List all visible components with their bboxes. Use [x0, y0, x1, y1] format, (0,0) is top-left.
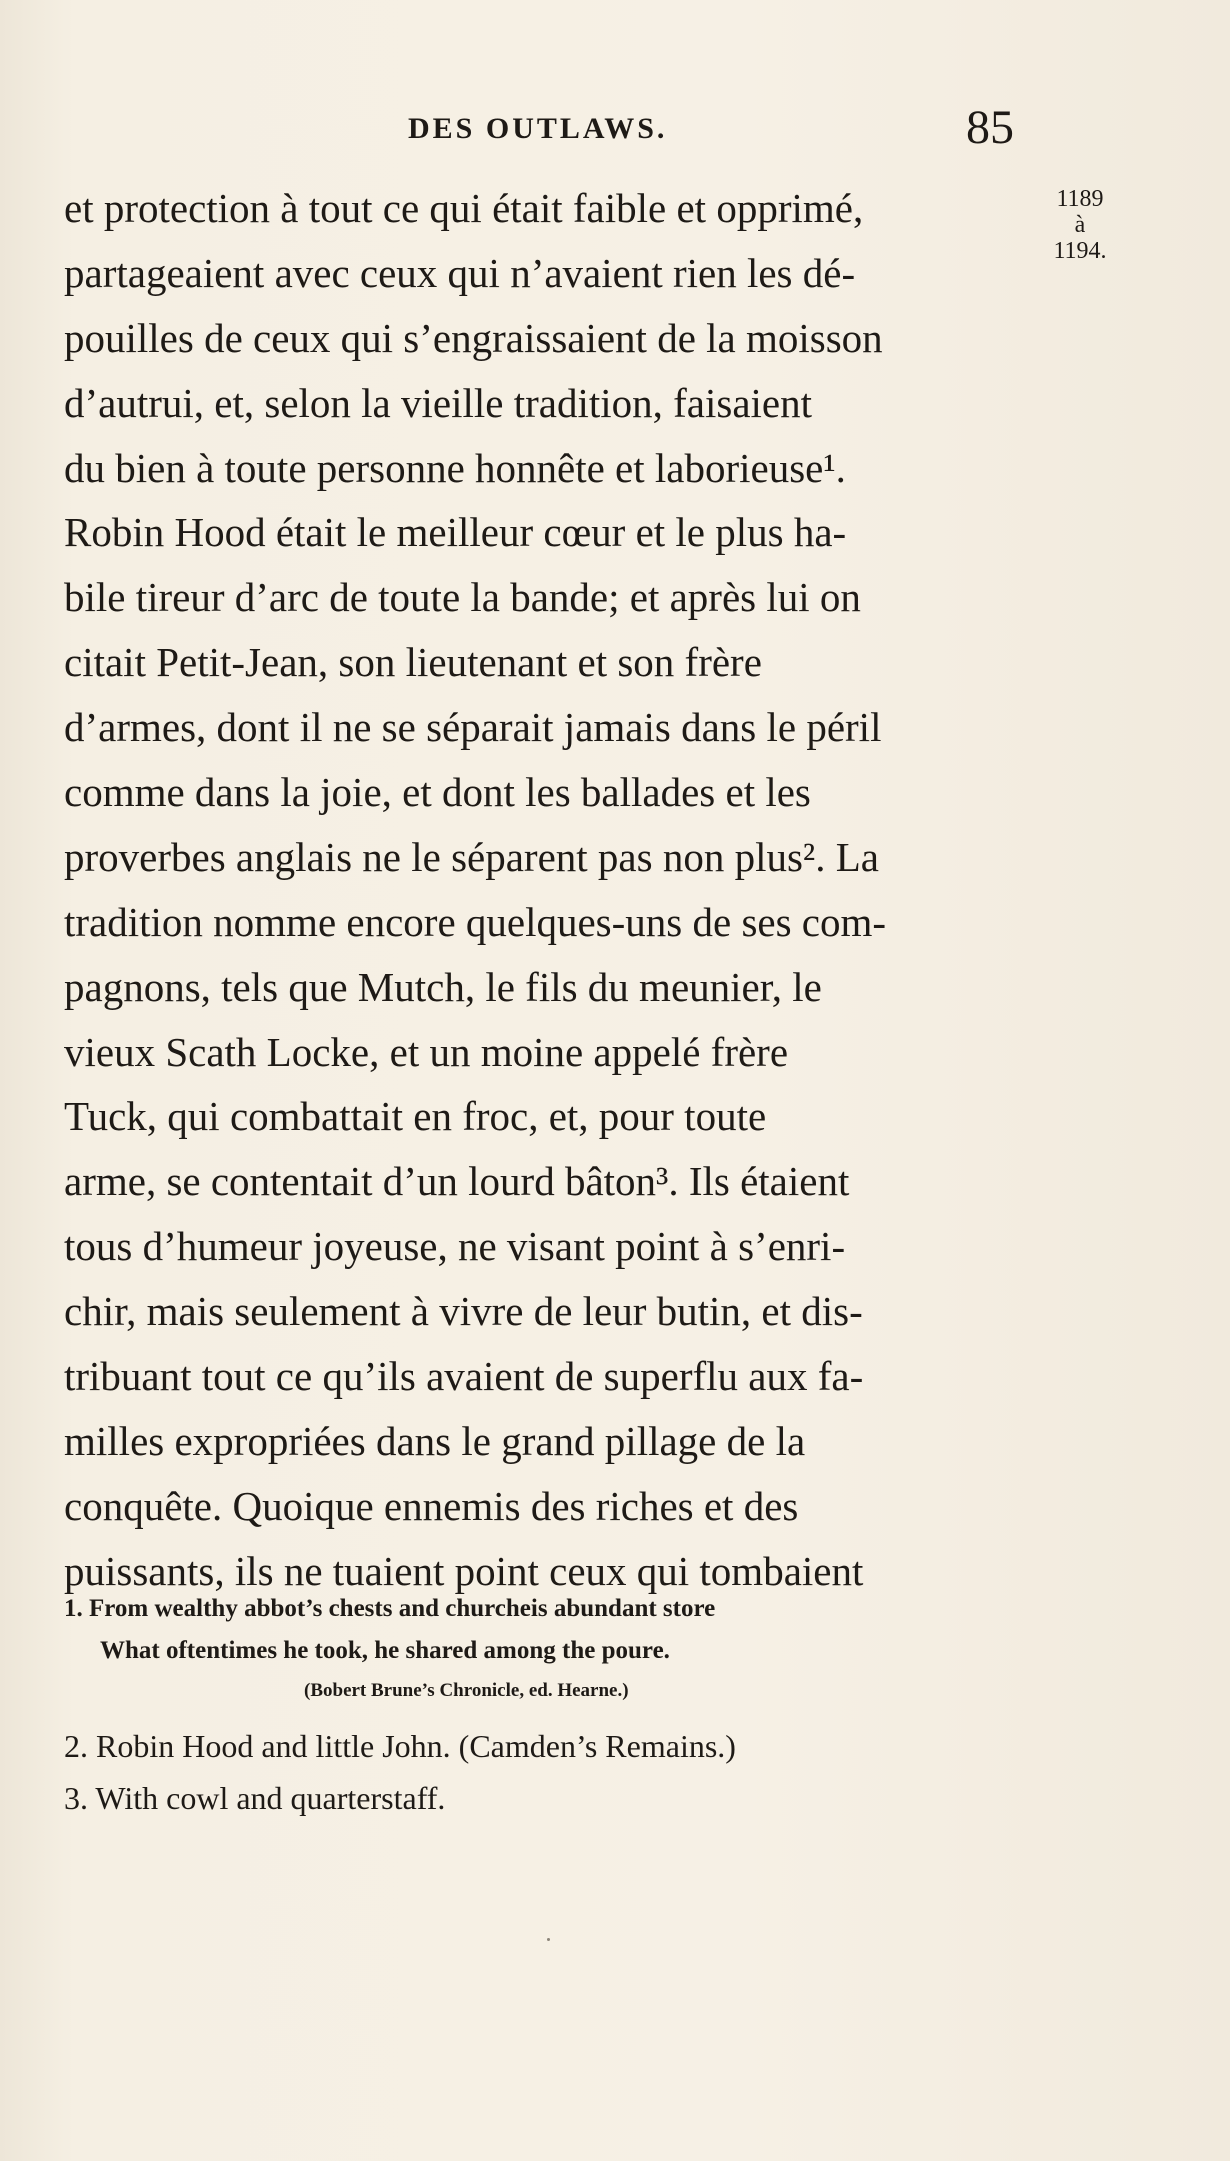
margin-note-line: à — [1074, 212, 1086, 238]
text-line: d’armes, dont il ne se séparait jamais dans le péril — [64, 704, 882, 751]
text-line: tradition nomme encore quelques-uns de ses com- — [64, 898, 887, 945]
page-number: 85 — [966, 101, 1014, 154]
running-head: DES OUTLAWS. — [408, 112, 668, 145]
text-line: d’autrui, et, selon la vieille tradition, faisaient — [64, 379, 813, 426]
text-line: proverbes anglais ne le séparent pas non plus². La — [64, 833, 879, 880]
text-line: tribuant tout ce qu’ils avaient de superflu aux fa- — [64, 1353, 864, 1400]
footnote-3: 3. With cowl and quarterstaff. — [64, 1780, 446, 1816]
margin-note-line: 1189 — [1056, 186, 1104, 212]
text-line: chir, mais seulement à vivre de leur butin, et dis- — [64, 1288, 863, 1335]
footnote-2: 2. Robin Hood and little John. (Camden’s Remains.) — [64, 1728, 736, 1764]
margin-date-note — [1042, 186, 1118, 264]
text-line: partageaient avec ceux qui n’avaient rien les dé- — [64, 249, 856, 296]
footnote-1-line-1: 1. From wealthy abbot’s chests and churcheis abundant store — [64, 1595, 716, 1622]
text-line: tous d’humeur joyeuse, ne visant point à s’enri- — [64, 1223, 846, 1270]
text-line: et protection à tout ce qui était faible et opprimé, — [64, 185, 864, 231]
text-line: arme, se contentait d’un lourd bâton³. Ils étaient — [64, 1158, 850, 1205]
footnotes — [64, 1588, 1024, 1824]
text-line: milles expropriées dans le grand pillage de la — [64, 1417, 806, 1464]
text-line: du bien à toute personne honnête et laborieuse¹. — [64, 444, 846, 491]
text-line: vieux Scath Locke, et un moine appelé frère — [64, 1028, 789, 1075]
text-line: conquête. Quoique ennemis des riches et des — [64, 1482, 799, 1529]
body-text — [64, 176, 1024, 1604]
text-line: comme dans la joie, et dont les ballades et les — [64, 769, 811, 816]
text-line: pouilles de ceux qui s’engraissaient de la moisson — [64, 314, 883, 361]
text-line: Robin Hood était le meilleur cœur et le plus ha- — [64, 509, 847, 556]
footnote-1-source: (Bobert Brune’s Chronicle, ed. Hearne.) — [304, 1680, 629, 1701]
paper-speck — [547, 1938, 550, 1941]
text-line: Tuck, qui combattait en froc, et, pour toute — [64, 1093, 767, 1140]
footnote-1-line-2: What oftentimes he took, he shared among the poure. — [100, 1637, 670, 1664]
text-line: pagnons, tels que Mutch, le fils du meunier, le — [64, 963, 822, 1010]
text-line: puissants, ils ne tuaient point ceux qui tombaient — [64, 1547, 864, 1594]
text-line: bile tireur d’arc de toute la bande; et après lui on — [64, 574, 861, 621]
margin-note-line: 1194. — [1053, 238, 1107, 264]
text-line: citait Petit-Jean, son lieutenant et son frère — [64, 639, 762, 686]
